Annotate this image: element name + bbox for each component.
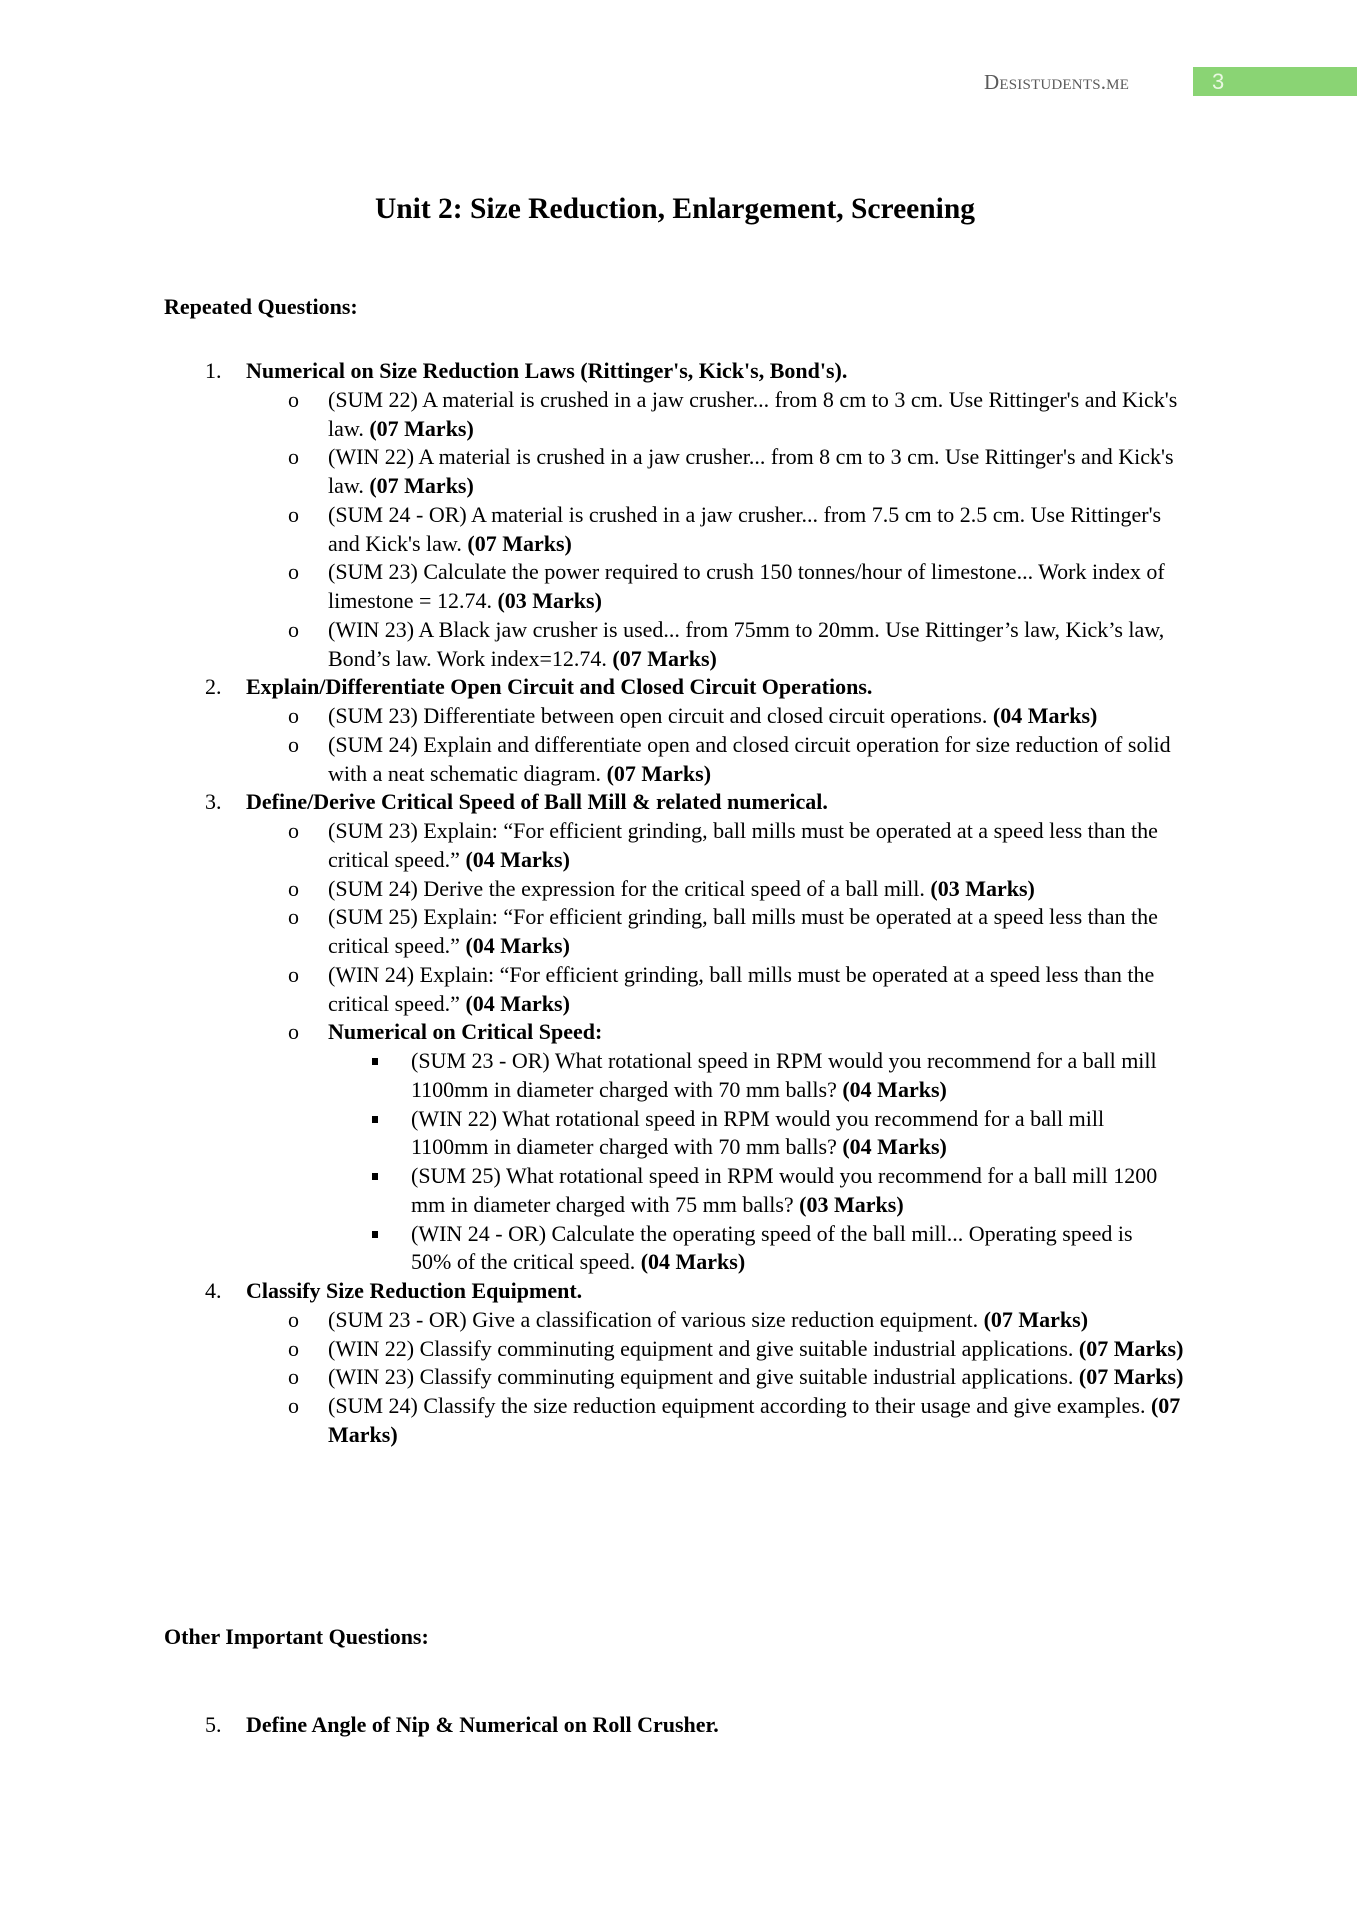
square-bullet-icon	[372, 1058, 378, 1065]
question-title: Define/Derive Critical Speed of Ball Mill & related numerical.	[246, 789, 828, 815]
sub-question	[288, 1363, 1188, 1392]
sub-question-text: (WIN 23) Classify comminuting equipment and give suitable industrial applications.	[328, 1364, 1074, 1390]
sub-question	[288, 702, 1188, 731]
circle-bullet-icon: o	[288, 818, 299, 843]
marks: (03 Marks)	[799, 1191, 904, 1217]
square-bullet-icon	[372, 1173, 378, 1180]
numerical-question	[411, 1047, 1171, 1105]
question-item	[0, 673, 1358, 702]
sub-question	[288, 817, 1188, 875]
sub-question	[288, 1306, 1188, 1335]
square-bullet-icon	[372, 1116, 378, 1123]
page-title: Unit 2: Size Reduction, Enlargement, Screening	[374, 193, 976, 225]
sub-question-text: (SUM 25) Explain: “For efficient grinding, ball mills must be operated at a speed less than the critical speed.”	[328, 904, 1158, 958]
sub-question-text: (WIN 22) Classify comminuting equipment and give suitable industrial applications.	[328, 1335, 1074, 1361]
marks: (03 Marks)	[497, 588, 602, 613]
marks: (04 Marks)	[842, 1134, 947, 1160]
circle-bullet-icon: o	[288, 1019, 299, 1045]
page-number-badge	[1193, 67, 1357, 96]
sub-question-text: (SUM 23) Explain: “For efficient grinding, ball mills must be operated at a speed less than the critical speed.”	[328, 818, 1158, 872]
circle-bullet-icon: o	[288, 501, 299, 527]
marks: (03 Marks)	[930, 875, 1035, 901]
site-name: Desistudents.me	[984, 70, 1130, 94]
marks: (07 Marks)	[606, 760, 712, 786]
marks: (07 Marks)	[369, 473, 474, 498]
sub-question	[288, 443, 1188, 501]
question-title: Define Angle of Nip & Numerical on Roll Crusher.	[246, 1712, 719, 1737]
sub-question	[288, 875, 1188, 904]
sub-question	[288, 616, 1188, 674]
marks: (07 Marks)	[328, 1393, 1181, 1447]
numerical-question	[411, 1162, 1171, 1220]
question-title: Numerical on Size Reduction Laws (Rittinger's, Kick's, Bond's).	[246, 358, 848, 383]
marks: (07 Marks)	[467, 530, 572, 556]
sub-question-text: (WIN 24) Explain: “For efficient grinding, ball mills must be operated at a speed less than the critical speed.”	[328, 961, 1155, 1016]
question-title: Explain/Differentiate Open Circuit and Closed Circuit Operations.	[246, 674, 873, 700]
numerical-text: (SUM 25) What rotational speed in RPM would you recommend for a ball mill 1200 mm in diameter charged with 75 mm balls?	[411, 1163, 1158, 1217]
sub-question-text: (WIN 23) A Black jaw crusher is used... from 75mm to 20mm. Use Rittinger’s law, Kick’s law, Bond’s law. Work index=12.74.	[328, 616, 1165, 671]
sub-question-text: (SUM 23) Calculate the power required to crush 150 tonnes/hour of limestone... Work index of limestone = 12.74.	[328, 559, 1165, 613]
circle-bullet-icon: o	[288, 386, 299, 412]
question-number: 3.	[205, 789, 222, 815]
sub-question	[288, 501, 1188, 559]
question-number: 5.	[205, 1712, 222, 1737]
sub-question	[288, 1335, 1188, 1364]
question-number: 2.	[205, 674, 222, 700]
numerical-question	[411, 1220, 1171, 1278]
circle-bullet-icon: o	[288, 444, 299, 470]
numerical-text: (SUM 23 - OR) What rotational speed in RPM would you recommend for a ball mill 1100mm in diameter charged with 70 mm balls?	[411, 1048, 1157, 1102]
sub-question	[288, 558, 1188, 616]
repeated-questions-list	[0, 357, 1358, 1450]
numerical-question	[411, 1105, 1171, 1163]
sub-question	[288, 961, 1188, 1019]
circle-bullet-icon: o	[288, 616, 299, 642]
circle-bullet-icon: o	[288, 703, 299, 728]
sub-question-text: (SUM 24) Classify the size reduction equipment according to their usage and give examples.	[328, 1393, 1146, 1418]
question-item	[0, 1277, 1358, 1306]
marks: (04 Marks)	[992, 703, 1098, 728]
page-number: 3	[1212, 69, 1225, 94]
marks: (07 Marks)	[612, 645, 717, 671]
circle-bullet-icon: o	[288, 1306, 299, 1332]
marks: (04 Marks)	[842, 1076, 947, 1102]
circle-bullet-icon: o	[288, 731, 299, 757]
marks: (07 Marks)	[983, 1306, 1089, 1332]
marks: (04 Marks)	[465, 846, 570, 872]
question-number: 4.	[205, 1278, 222, 1303]
numerical-subheading	[288, 1018, 1188, 1047]
sub-question-text: (SUM 22) A material is crushed in a jaw crusher... from 8 cm to 3 cm. Use Rittinger's and Kick's law.	[328, 386, 1178, 441]
section-heading-repeated: Repeated Questions:	[164, 294, 358, 319]
marks: (07 Marks)	[369, 415, 474, 441]
circle-bullet-icon: o	[288, 559, 299, 585]
marks: (04 Marks)	[465, 990, 570, 1016]
circle-bullet-icon: o	[288, 875, 299, 901]
numerical-label: Numerical on Critical Speed:	[328, 1019, 603, 1045]
numerical-text: (WIN 22) What rotational speed in RPM would you recommend for a ball mill 1100mm in diameter charged with 70 mm balls?	[411, 1105, 1105, 1160]
sub-question-text: (WIN 22) A material is crushed in a jaw crusher... from 8 cm to 3 cm. Use Rittinger's and Kick's law.	[328, 444, 1174, 498]
sub-question	[288, 903, 1188, 961]
sub-question	[288, 731, 1188, 789]
sub-question-text: (SUM 23 - OR) Give a classification of various size reduction equipment.	[328, 1306, 979, 1332]
sub-question-text: (SUM 23) Differentiate between open circuit and closed circuit operations.	[328, 703, 988, 728]
marks: (04 Marks)	[640, 1249, 746, 1275]
question-item	[0, 788, 1358, 817]
circle-bullet-icon: o	[288, 1335, 299, 1361]
circle-bullet-icon: o	[288, 961, 299, 987]
sub-question	[288, 1392, 1188, 1450]
numerical-text: (WIN 24 - OR) Calculate the operating speed of the ball mill... Operating speed is 50% of the critical speed.	[411, 1220, 1133, 1275]
question-title: Classify Size Reduction Equipment.	[246, 1278, 583, 1303]
square-bullet-icon	[372, 1231, 378, 1238]
marks: (07 Marks)	[1078, 1364, 1184, 1390]
sub-question-text: (SUM 24 - OR) A material is crushed in a jaw crusher... from 7.5 cm to 2.5 cm. Use Rittinger's and Kick's law.	[328, 501, 1162, 556]
circle-bullet-icon: o	[288, 1393, 299, 1418]
circle-bullet-icon: o	[288, 904, 299, 930]
sub-question-text: (SUM 24) Derive the expression for the critical speed of a ball mill.	[328, 875, 925, 901]
question-item	[0, 1711, 1358, 1740]
other-questions-list	[0, 1711, 1358, 1740]
circle-bullet-icon: o	[288, 1364, 299, 1390]
marks: (07 Marks)	[1078, 1335, 1184, 1361]
sub-question	[288, 386, 1188, 444]
section-heading-other: Other Important Questions:	[164, 1624, 429, 1649]
marks: (04 Marks)	[465, 933, 570, 958]
sub-question-text: (SUM 24) Explain and differentiate open and closed circuit operation for size reduction of solid with a neat schematic diagram.	[328, 731, 1171, 786]
question-number: 1.	[205, 358, 222, 383]
question-item	[0, 357, 1358, 386]
